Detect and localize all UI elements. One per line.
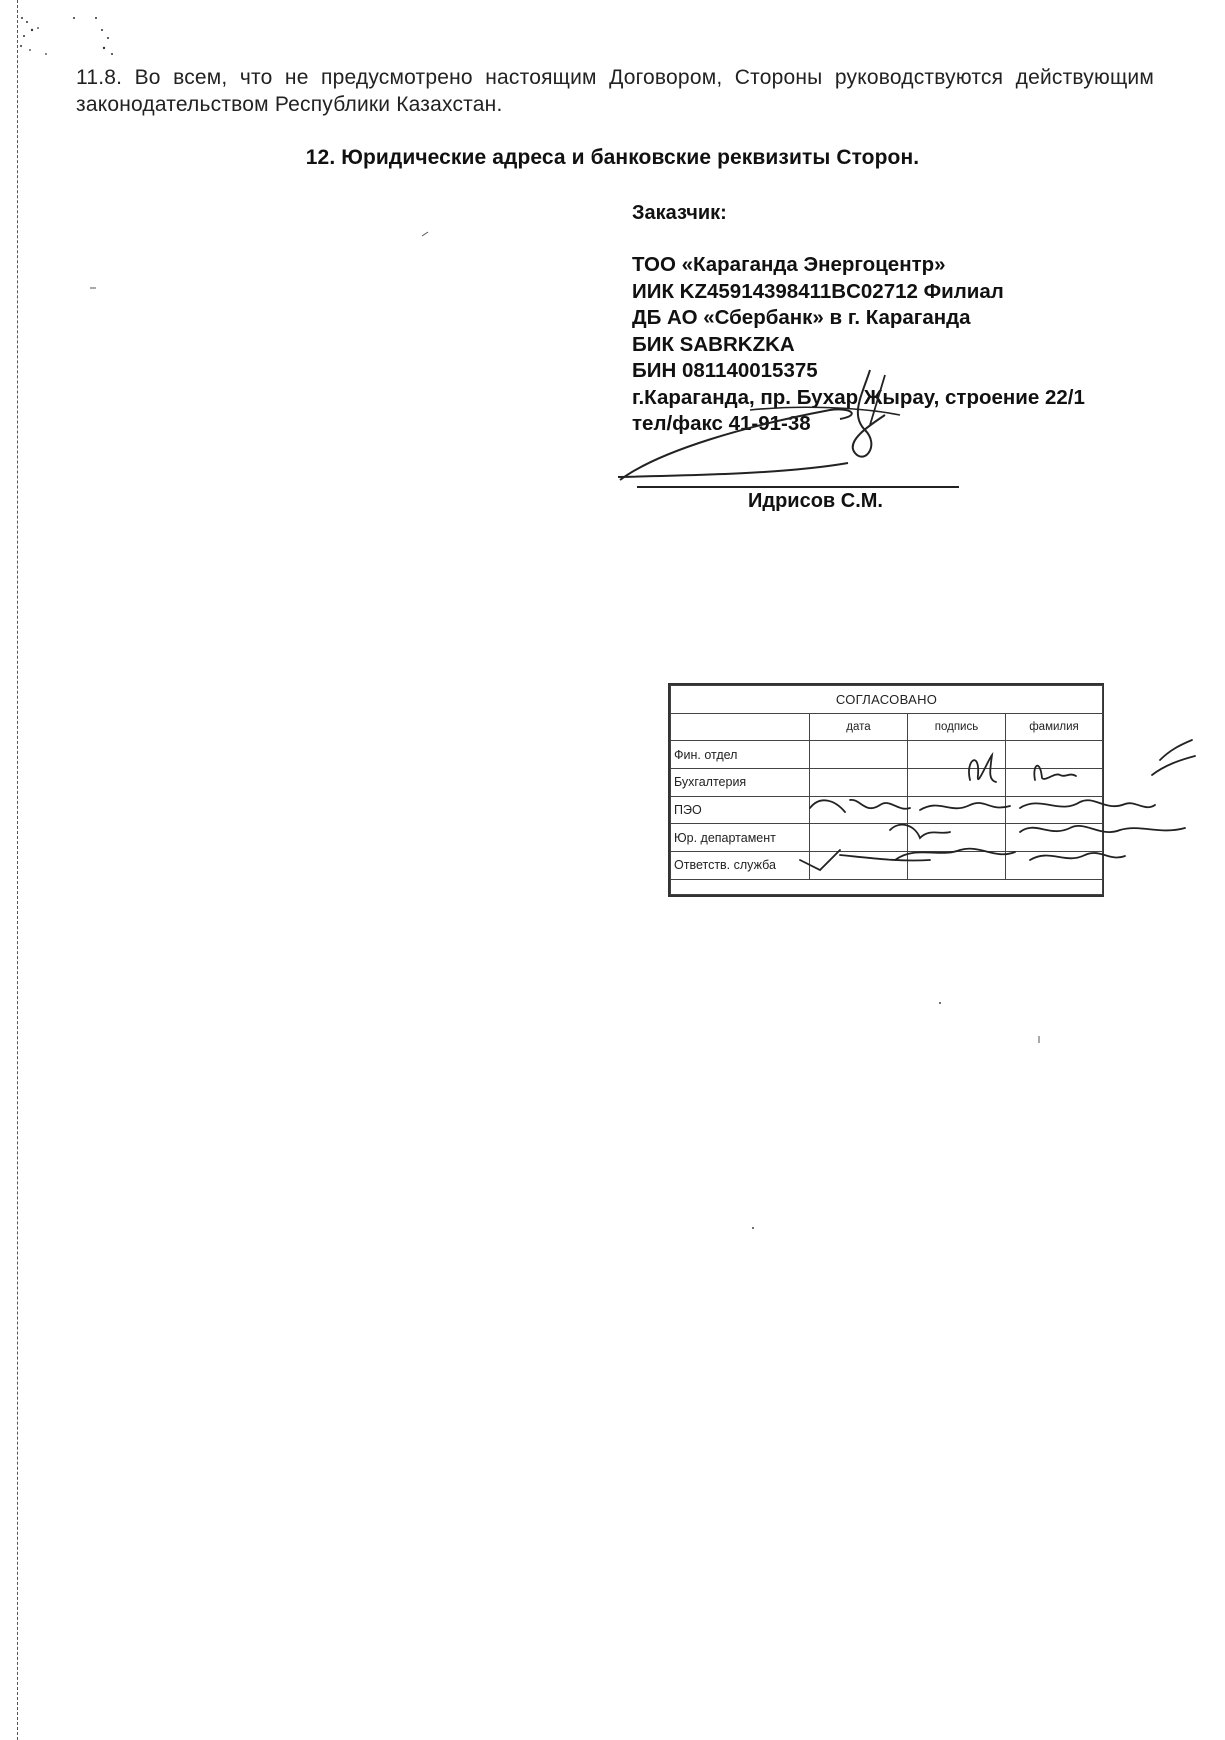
- section-12-heading: 12. Юридические адреса и банковские реквизиты Сторон.: [305, 146, 920, 169]
- customer-bik: БИК SABRKZKA: [632, 332, 795, 356]
- dept-responsible: Ответств. служба: [671, 851, 810, 879]
- column-date: дата: [810, 713, 908, 741]
- scan-noise: [18, 10, 128, 60]
- handwritten-signature: [600, 355, 960, 485]
- customer-bank: ДБ АО «Сбербанк» в г. Караганда: [632, 306, 971, 329]
- customer-role-label: Заказчик:: [632, 202, 727, 224]
- page-margin-line: [17, 0, 18, 1740]
- signature-line: [637, 486, 959, 488]
- dept-fin: Фин. отдел: [671, 741, 810, 769]
- scan-noise: [88, 285, 98, 291]
- scan-noise: [937, 1000, 943, 1006]
- approval-title: СОГЛАСОВАНО: [671, 686, 1103, 714]
- dept-accounting: Бухгалтерия: [671, 768, 810, 796]
- customer-iik: ИИК KZ45914398411BC02712 Филиал: [632, 279, 1004, 303]
- scan-noise: [1036, 1035, 1042, 1045]
- scan-noise: [750, 1225, 756, 1231]
- column-surname: фамилия: [1006, 713, 1103, 741]
- dept-peo: ПЭО: [671, 796, 810, 824]
- customer-bin: БИН 081140015375: [632, 359, 818, 382]
- scan-noise: [420, 230, 430, 238]
- dept-legal: Юр. департамент: [671, 824, 810, 852]
- column-signature: подпись: [908, 713, 1006, 741]
- signatory-name: Идрисов С.М.: [748, 490, 883, 512]
- approval-handwriting: [640, 720, 1200, 900]
- customer-phone-fax: тел/факс 41-91-38: [632, 412, 811, 435]
- customer-address: г.Караганда, пр. Бухар Жырау, строение 22/1: [632, 385, 1085, 409]
- clause-11-8: 11.8. Во всем, что не предусмотрено настоящим Договором, Стороны руководствуются действующим законодательством Республики Казахстан.: [76, 66, 1154, 116]
- customer-company-name: ТОО «Караганда Энергоцентр»: [632, 253, 946, 276]
